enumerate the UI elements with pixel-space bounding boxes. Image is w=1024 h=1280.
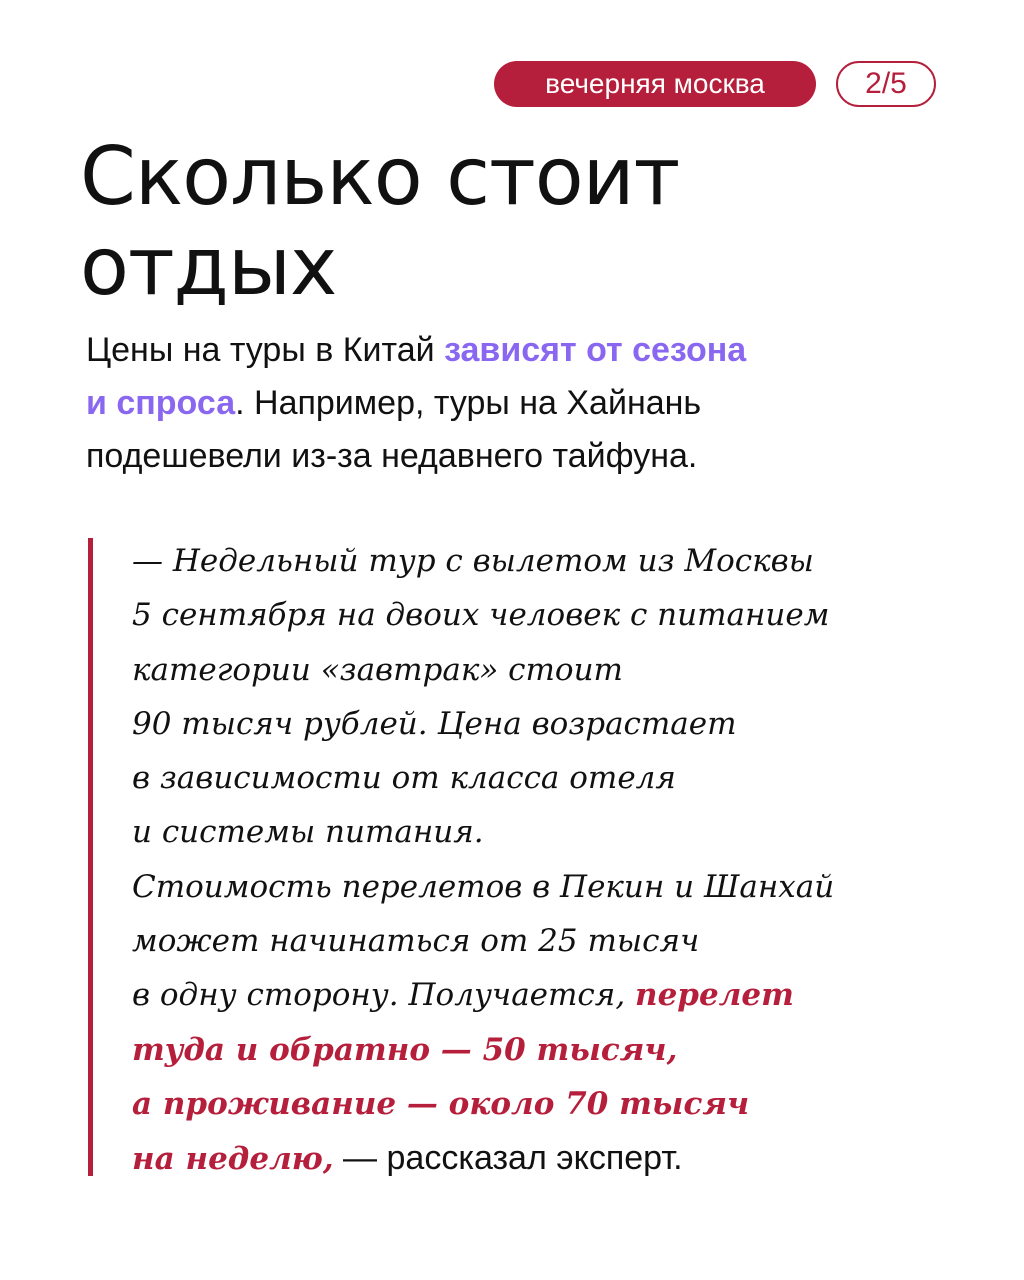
- lead-paragraph: [86, 324, 966, 483]
- quote-text: [132, 534, 968, 1187]
- quote-highlight: а проживание — около 70 тысяч: [132, 1085, 750, 1122]
- page-counter: 2/5: [836, 61, 936, 107]
- quote-attribution: — рассказал эксперт.: [333, 1139, 683, 1178]
- quote-line: может начинаться от 25 тысяч: [132, 923, 700, 960]
- quote-line: 5 сентября на двоих человек с питанием: [132, 597, 830, 634]
- title-line-2: отдых: [80, 220, 337, 313]
- lead-highlight: и спроса: [86, 384, 236, 422]
- quote-line: — Недельный тур с вылетом из Москвы: [132, 543, 814, 579]
- lead-text: Цены на туры в Китай: [86, 331, 445, 369]
- quote-highlight: перелет: [635, 977, 794, 1014]
- page-title: [80, 132, 960, 312]
- brand-badge: вечерняя москва: [494, 61, 816, 107]
- title-line-1: Сколько стоит: [80, 130, 680, 223]
- lead-text: подешевели из-за недавнего тайфуна.: [86, 437, 698, 475]
- quote-line: и системы питания.: [132, 814, 484, 851]
- quote-highlight: туда и обратно — 50 тысяч,: [132, 1031, 678, 1068]
- quote-line: в зависимости от класса отеля: [132, 760, 676, 797]
- quote-bar: [88, 538, 93, 1176]
- quote-line: Стоимость перелетов в Пекин и Шанхай: [132, 868, 835, 905]
- lead-text: . Например, туры на Хайнань: [235, 384, 702, 422]
- quote-block: [88, 538, 968, 1176]
- quote-line: в одну сторону. Получается,: [132, 977, 636, 1014]
- lead-highlight: зависят от сезона: [444, 331, 747, 369]
- quote-highlight: на неделю,: [132, 1141, 334, 1178]
- quote-line: категории «завтрак» стоит: [132, 651, 623, 688]
- quote-line: 90 тысяч рублей. Цена возрастает: [132, 705, 737, 742]
